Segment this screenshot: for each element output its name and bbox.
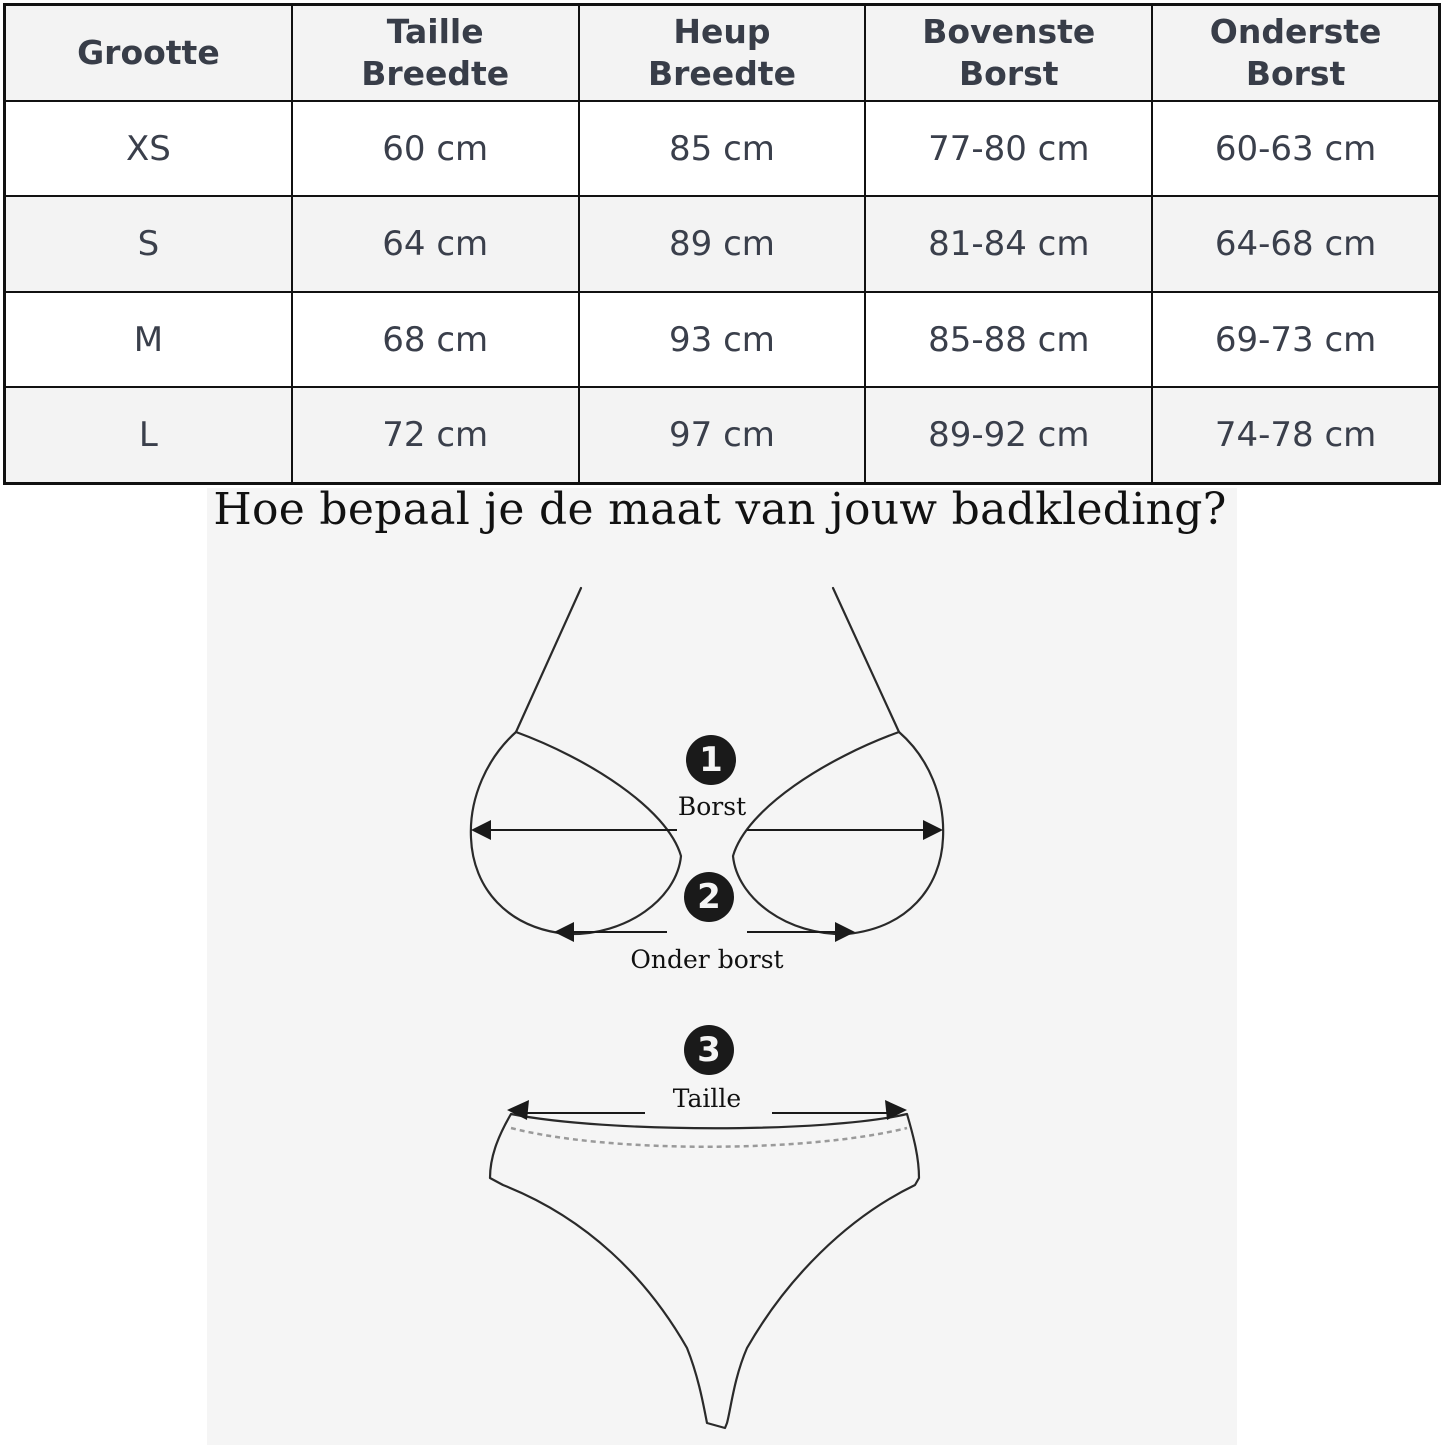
cell-waist: 72 cm [292, 387, 579, 483]
cell-waist: 64 cm [292, 196, 579, 291]
cell-size: XS [5, 101, 292, 196]
header-upper-bust: Bovenste Borst [865, 5, 1152, 102]
measurement-guide-figure [207, 488, 1237, 1445]
cell-hip: 93 cm [579, 292, 866, 387]
left-strap-icon [516, 588, 581, 732]
step-badge-3: 3 [684, 1025, 734, 1075]
size-chart-table [3, 3, 1441, 485]
header-waist-width: Taille Breedte [292, 5, 579, 102]
cell-waist: 68 cm [292, 292, 579, 387]
step-badge-2: 2 [684, 872, 734, 922]
cell-under-bust: 69-73 cm [1152, 292, 1439, 387]
cell-size: S [5, 196, 292, 291]
table-header-row [5, 5, 1440, 102]
table-row [5, 292, 1440, 387]
cell-upper-bust: 77-80 cm [865, 101, 1152, 196]
right-strap-icon [833, 588, 899, 732]
label-under-bust: Onder borst [630, 945, 784, 974]
cell-under-bust: 74-78 cm [1152, 387, 1439, 483]
step-badge-1: 1 [686, 735, 736, 785]
cell-upper-bust: 85-88 cm [865, 292, 1152, 387]
table-row [5, 101, 1440, 196]
header-hip-width: Heup Breedte [579, 5, 866, 102]
cell-waist: 60 cm [292, 101, 579, 196]
cell-hip: 89 cm [579, 196, 866, 291]
header-under-bust: Onderste Borst [1152, 5, 1439, 102]
cell-hip: 85 cm [579, 101, 866, 196]
label-waist: Taille [672, 1084, 742, 1113]
cell-size: L [5, 387, 292, 483]
table-row [5, 196, 1440, 291]
cell-size: M [5, 292, 292, 387]
guide-title: Hoe bepaal je de maat van jouw badkleding? [213, 484, 1227, 535]
cell-hip: 97 cm [579, 387, 866, 483]
cell-under-bust: 64-68 cm [1152, 196, 1439, 291]
cell-upper-bust: 89-92 cm [865, 387, 1152, 483]
table-row [5, 387, 1440, 483]
cell-upper-bust: 81-84 cm [865, 196, 1152, 291]
header-size: Grootte [5, 5, 292, 102]
label-bust: Borst [677, 792, 747, 821]
cell-under-bust: 60-63 cm [1152, 101, 1439, 196]
